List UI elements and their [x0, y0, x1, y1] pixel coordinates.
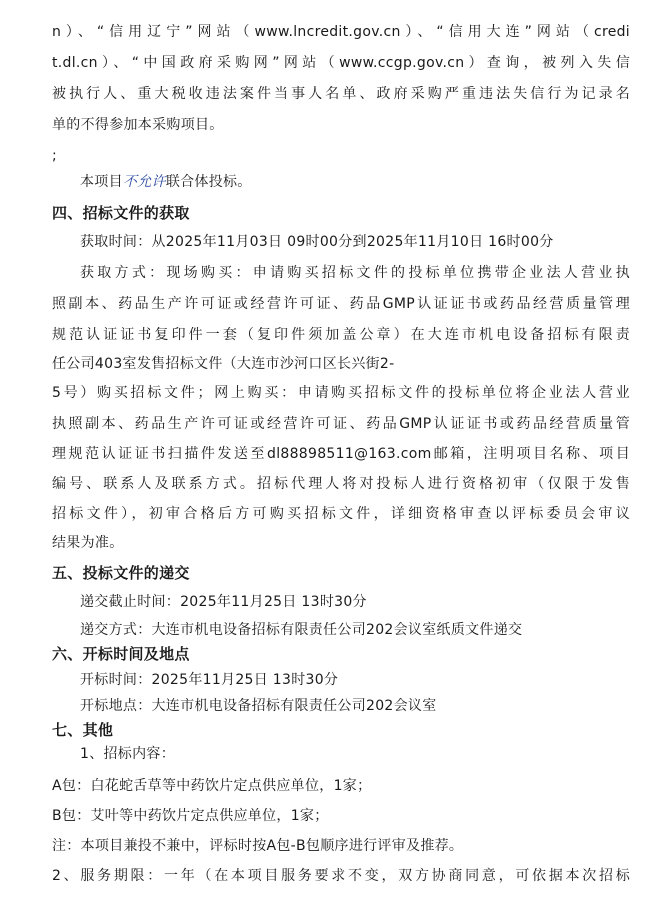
section-6-heading: 六、开标时间及地点 — [52, 645, 190, 663]
service-period: 2、服务期限：一年（在本项目服务要求不变，双方协商同意，可依据本次招标 — [52, 868, 630, 884]
intro-line-2: t.dl.cn）、“中国政府采购网”网站（www.ccgp.gov.cn）查询，被列入失信 — [52, 55, 630, 71]
intro-line-1: n）、“信用辽宁”网站（www.lncredit.gov.cn）、“信用大连”网站（credi — [52, 24, 630, 40]
acquire-method-line-1: 获取方式：现场购买：申请购买招标文件的投标单位携带企业法人营业执 — [80, 265, 630, 281]
submit-deadline: 递交截止时间：2025年11月25日 13时30分 — [80, 594, 367, 610]
semicolon-mark: ; — [52, 148, 58, 164]
acquire-time: 获取时间：从2025年11月03日 09时00分到2025年11月10日 16时00分 — [80, 234, 554, 250]
submit-method: 递交方式：大连市机电设备招标有限责任公司202会议室纸质文件递交 — [80, 622, 523, 638]
acquire-method-line-10: 结果为准。 — [52, 535, 124, 551]
intro-line-3: 被执行人、重大税收违法案件当事人名单、政府采购严重违法失信行为记录名 — [52, 86, 630, 102]
consortium-suffix: 联合体投标。 — [165, 174, 252, 190]
package-b: B包：艾叶等中药饮片定点供应单位，1家； — [52, 808, 329, 824]
section-5-heading: 五、投标文件的递交 — [52, 564, 190, 582]
intro-line-4: 单的不得参加本采购项目。 — [52, 117, 224, 133]
acquire-method-line-3: 规范认证证书复印件一套（复印件须加盖公章）在大连市机电设备招标有限责 — [52, 327, 630, 343]
section-4-heading: 四、招标文件的获取 — [52, 204, 190, 222]
consortium-highlight: 不允许 — [122, 174, 166, 190]
section-7-heading: 七、其他 — [52, 721, 114, 739]
acquire-method-line-8: 编号、联系人及联系方式。招标代理人将对投标人进行资格初审（仅限于发售 — [52, 476, 630, 492]
acquire-method-line-5: 5号）购买招标文件；网上购买：申请购买招标文件的投标单位将企业法人营业 — [52, 385, 630, 401]
acquire-method-line-4: 任公司403室发售招标文件（大连市沙河口区长兴街2- — [52, 356, 395, 372]
consortium-prefix: 本项目 — [80, 174, 123, 190]
acquire-method-line-2: 照副本、药品生产许可证或经营许可证、药品GMP认证证书或药品经营质量管理 — [52, 296, 630, 312]
package-a: A包：白花蛇舌草等中药饮片定点供应单位，1家； — [52, 778, 372, 794]
acquire-method-line-7: 理规范认证证书扫描件发送至dl88898511@163.com邮箱，注明项目名称、项目 — [52, 446, 630, 462]
acquire-method-line-6: 执照副本、药品生产许可证或经营许可证、药品GMP认证证书或药品经营质量管 — [52, 416, 630, 432]
consortium-statement — [80, 172, 630, 192]
opening-place: 开标地点：大连市机电设备招标有限责任公司202会议室 — [80, 698, 437, 714]
bidding-note: 注：本项目兼投不兼中，评标时按A包-B包顺序进行评审及推荐。 — [52, 838, 464, 854]
opening-time: 开标时间：2025年11月25日 13时30分 — [80, 672, 339, 688]
tender-content-label: 1、招标内容： — [80, 746, 176, 762]
acquire-method-line-9: 招标文件），初审合格后方可购买招标文件，详细资格审查以评标委员会审议 — [52, 506, 630, 522]
